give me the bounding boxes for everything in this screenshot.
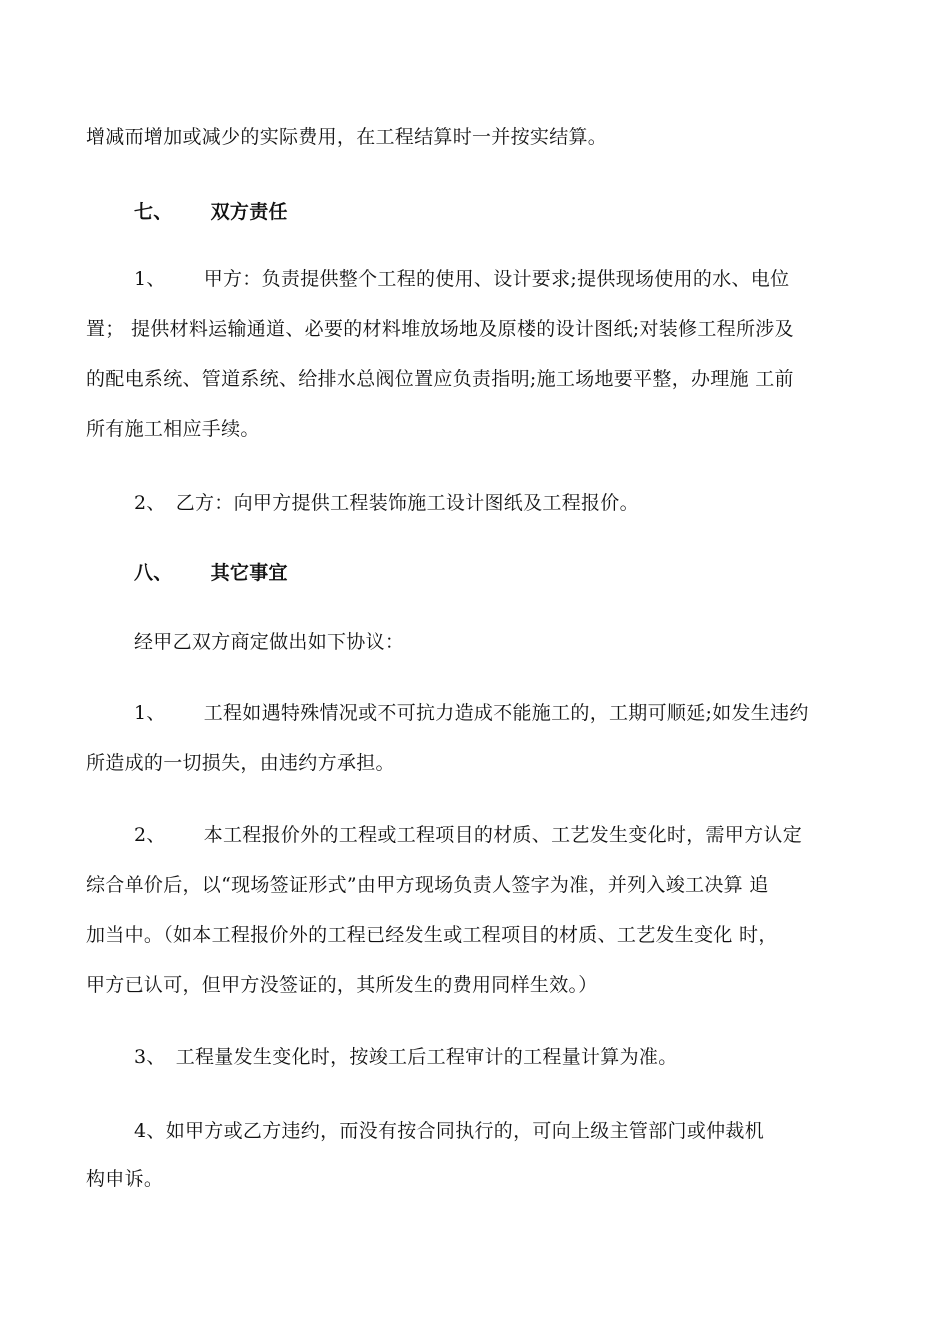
line-text: 工程量发生变化时，按竣工后工程审计的工程量计算为准。 (175, 1046, 678, 1068)
paragraph-line (134, 700, 809, 726)
paragraph-line (86, 1166, 163, 1192)
line-text: 的配电系统、管道系统、给排水总阀位置应负责指明;施工场地要平整，办理施 工前 (86, 368, 794, 390)
paragraph-line (134, 1044, 678, 1070)
line-text: 所造成的一切损失，由违约方承担。 (86, 752, 395, 774)
paragraph-line (134, 266, 789, 292)
line-text: 本工程报价外的工程或工程项目的材质、工艺发生变化时，需甲方认定 (203, 824, 803, 846)
paragraph-line (134, 490, 639, 516)
section-heading-8 (134, 560, 288, 586)
item-number: 2、 (134, 492, 166, 514)
line-text: 乙方：向甲方提供工程装饰施工设计图纸及工程报价。 (175, 492, 639, 514)
paragraph-line (86, 316, 794, 342)
line-text: 增减而增加或减少的实际费用，在工程结算时一并按实结算。 (86, 126, 608, 148)
line-text: 工程如遇特殊情况或不可抗力造成不能施工的，工期可顺延;如发生违约 (203, 702, 809, 724)
section-heading-7 (134, 199, 288, 225)
line-text: 综合单价后，以“现场签证形式”由甲方现场负责人签字为准，并列入竣工决算 追 (86, 874, 769, 896)
paragraph-line (134, 822, 802, 848)
line-text: 甲方：负责提供整个工程的使用、设计要求;提供现场使用的水、电位 (203, 268, 790, 290)
line-text: 置； 提供材料运输通道、必要的材料堆放场地及原楼的设计图纸;对装修工程所涉及 (86, 318, 794, 340)
line-text: 构申诉。 (86, 1168, 164, 1190)
paragraph-line (86, 750, 395, 776)
paragraph-line (86, 416, 260, 442)
paragraph-line (86, 972, 598, 998)
heading-number: 八、 (134, 562, 173, 584)
heading-number: 七、 (134, 201, 173, 223)
item-number: 3、 (134, 1046, 166, 1068)
paragraph-line (134, 1118, 764, 1144)
paragraph-line (86, 922, 778, 948)
item-number: 1、 (134, 268, 166, 290)
heading-title: 其它事宜 (210, 562, 288, 584)
item-number: 1、 (134, 702, 166, 724)
line-text: 加当中。（如本工程报价外的工程已经发生或工程项目的材质、工艺发生变化 时， (86, 924, 778, 946)
line-text: 4、如甲方或乙方违约，而没有按合同执行的，可向上级主管部门或仲裁机 (134, 1120, 764, 1142)
line-text: 所有施工相应手续。 (86, 418, 260, 440)
paragraph-line (86, 366, 794, 392)
line-text: 经甲乙双方商定做出如下协议： (134, 631, 405, 653)
paragraph-line (86, 124, 607, 150)
heading-title: 双方责任 (210, 201, 288, 223)
line-text: 甲方已认可，但甲方没签证的，其所发生的费用同样生效。） (86, 974, 598, 996)
item-number: 2、 (134, 824, 166, 846)
paragraph-line (86, 872, 769, 898)
paragraph-line (134, 629, 404, 655)
